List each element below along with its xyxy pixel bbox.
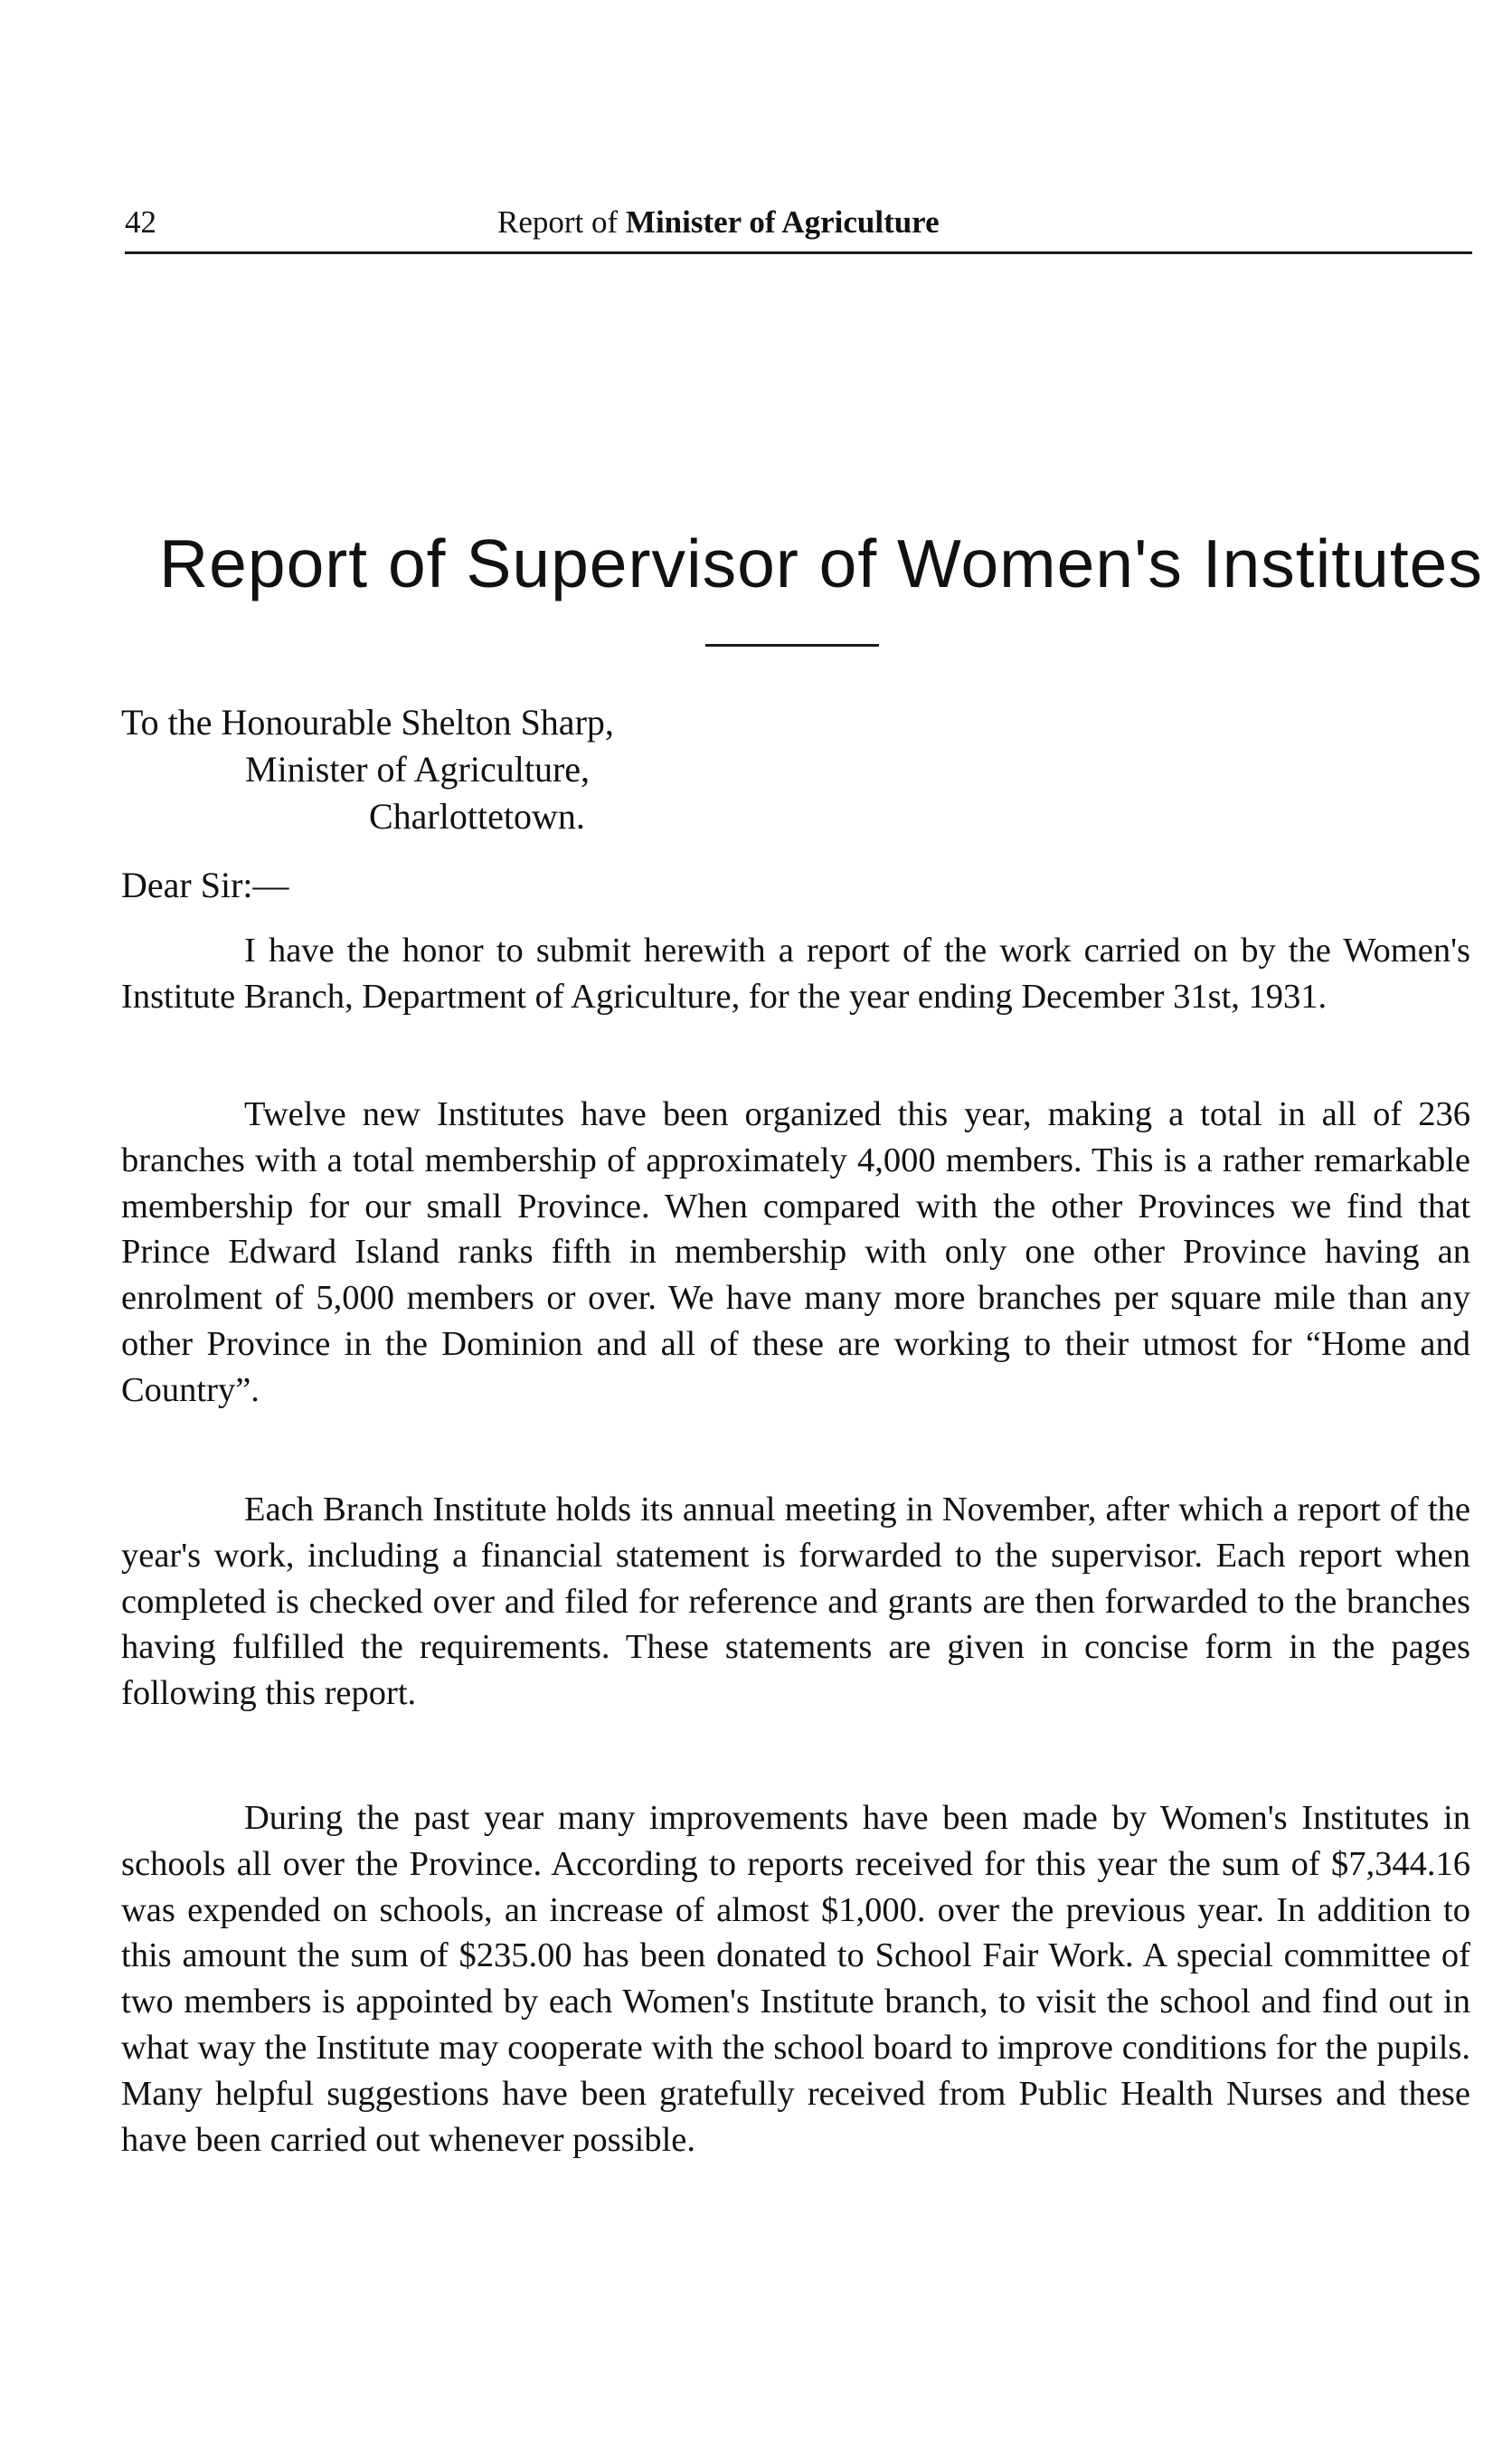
address-line-2: Minister of Agriculture, xyxy=(245,749,591,790)
title-divider xyxy=(705,644,879,647)
body-paragraph-3: Each Branch Institute holds its annual meeting in November, after which a report of the year's work, including a financial statement is forwarded to the supervisor. Each report when completed is checked over and filed for reference and grants are then forwarded to the branches having fulfilled the requirements. These statements are given in concise form in the pages following this report. xyxy=(121,1491,1470,1713)
page-number: 42 xyxy=(125,204,156,240)
body-paragraph-4: During the past year many improvements have been made by Women's Institutes in schools all over the Province. According to reports received for this year the sum of $7,344.16 was expended on schools, an increase of almost $1,000. over the previous year. In addition to this amount the sum of $235.00 has been donated to School Fair Work. A special committee of two members is appointed by each Women's Institute branch, to visit the school and find out in what way the Institute may cooperate with the school board to improve conditions for the pupils. Many helpful suggestions have been gratefully received from Public Health Nurses and these have been carried out whenever possible. xyxy=(121,1799,1470,2159)
body-paragraph-2: Twelve new Institutes have been organized this year, making a total in all of 236 branches with a total membership of approximately 4,000 members. This is a rather remarkable membership for our small Province. When compared with the other Provinces we find that Prince Edward Island ranks fifth in membership with only one other Province having an enrolment of 5,000 members or over. We have many more branches per square mile than any other Province in the Dominion and all of these are working to their utmost for “Home and Country”. xyxy=(121,1095,1470,1409)
running-header xyxy=(125,201,1472,254)
report-title: Report of Supervisor of Women's Institutes xyxy=(159,525,1483,601)
running-title-emphasis: Minister of Agriculture xyxy=(625,204,940,240)
address-line-1: To the Honourable Shelton Sharp, xyxy=(121,702,614,743)
running-title-prefix: Report of xyxy=(497,204,619,240)
body-paragraph-1: I have the honor to submit herewith a report of the work carried on by the Women's Institute Branch, Department of Agriculture, for the year ending December 31st, 1931. xyxy=(121,932,1470,1016)
address-line-3: Charlottetown. xyxy=(369,796,585,837)
salutation: Dear Sir:— xyxy=(121,865,289,905)
running-title xyxy=(497,204,940,241)
